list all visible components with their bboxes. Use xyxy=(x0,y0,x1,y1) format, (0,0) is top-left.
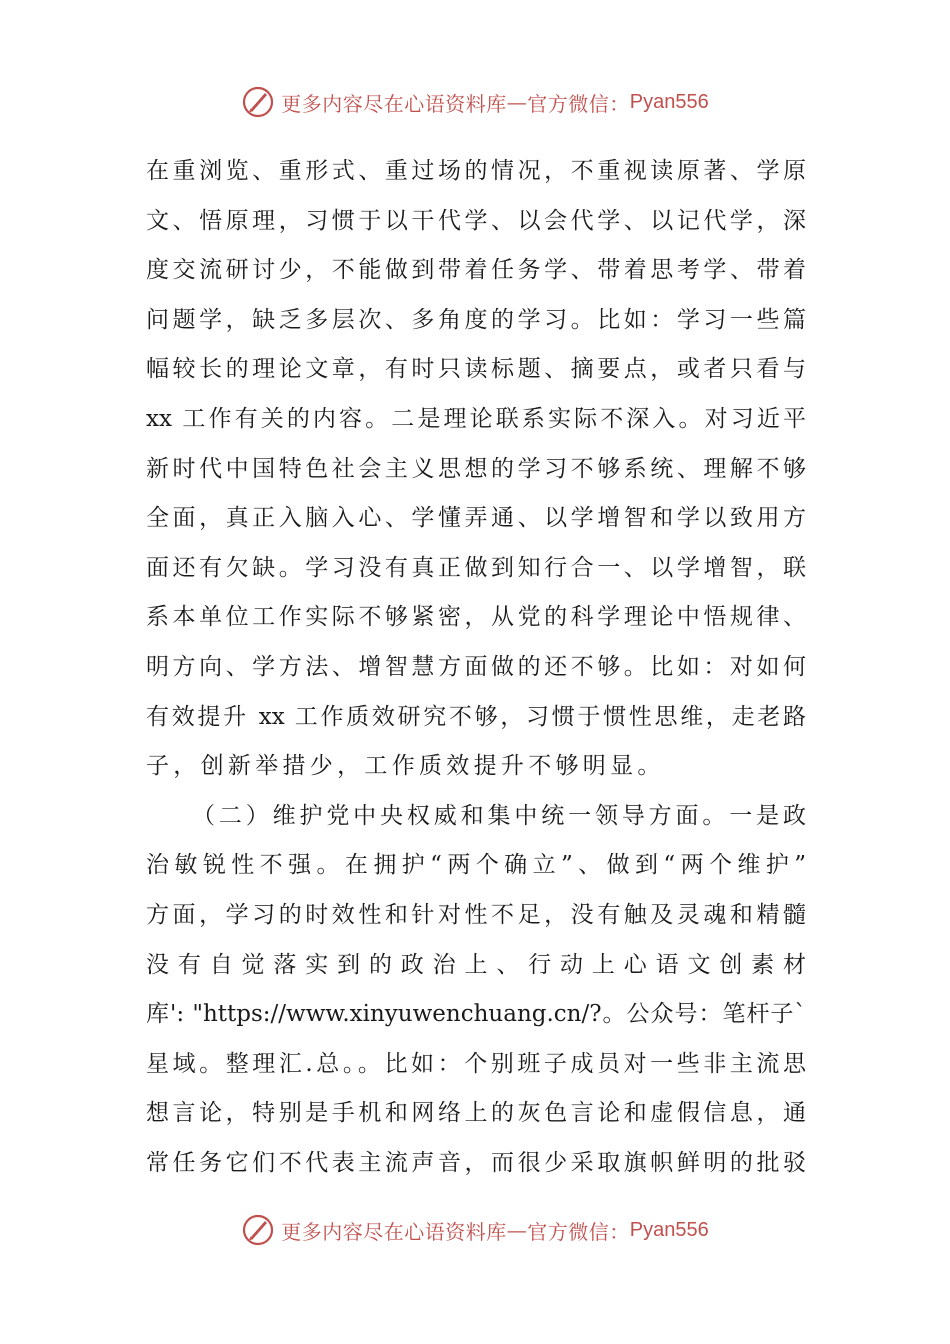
header-watermark xyxy=(0,82,950,122)
text-line: 想言论，特别是手机和网络上的灰色言论和虚假信息，通 xyxy=(146,1100,806,1127)
text-line: 文、悟原理，习惯于以干代学、以会代学、以记代学，深 xyxy=(146,207,806,234)
footer-watermark xyxy=(0,1210,950,1250)
brand-text: 更多内容尽在心语资料库 xyxy=(281,1219,507,1244)
text-line: 问题学，缺乏多层次、多角度的学习。比如：学习一些篇 xyxy=(146,306,806,333)
text-line: 没有自觉落实到的政治上、行动上心语文创素材 xyxy=(146,951,806,978)
text-line: 治敏锐性不强。在拥护“两个确立”、做到“两个维护” xyxy=(146,852,806,879)
wechat-label: 官方微信： xyxy=(527,91,630,116)
text-line: 新时代中国特色社会主义思想的学习不够系统、理解不够 xyxy=(146,455,806,482)
text-line: 常任务它们不代表主流声音，而很少采取旗帜鲜明的批驳 xyxy=(146,1149,806,1176)
text-line: 幅较长的理论文章，有时只读标题、摘要点，或者只看与 xyxy=(146,356,806,383)
text-line: 全面，真正入脑入心、学懂弄通、以学增智和学以致用方 xyxy=(146,505,806,532)
brand-separator: — xyxy=(506,1218,528,1242)
text-line: 方面，学习的时效性和针对性不足，没有触及灵魂和精髓 xyxy=(146,901,806,928)
wechat-label: 官方微信： xyxy=(527,1219,630,1244)
text-line: 系本单位工作实际不够紧密，从党的科学理论中悟规律、 xyxy=(146,604,806,631)
text-line: 度交流研讨少，不能做到带着任务学、带着思考学、带着 xyxy=(146,257,806,284)
document-body xyxy=(146,147,806,1188)
brand-text: 更多内容尽在心语资料库 xyxy=(281,91,507,116)
quill-logo-icon xyxy=(241,1213,275,1247)
section-heading-line: （二）维护党中央权威和集中统一领导方面。一是政 xyxy=(192,802,806,829)
text-line: 库': "https://www.xinyuwenchuang.cn/?。公众号：笔杆子` xyxy=(146,1001,806,1028)
text-line: 在重浏览、重形式、重过场的情况，不重视读原著、学原 xyxy=(146,158,806,184)
text-line: xx 工作有关的内容。二是理论联系实际不深入。对习近平 xyxy=(146,405,806,432)
wechat-id: Pyan556 xyxy=(629,90,709,113)
text-line: 面还有欠缺。学习没有真正做到知行合一、以学增智，联 xyxy=(146,554,806,581)
wechat-id: Pyan556 xyxy=(629,1218,709,1241)
text-line: 星域。整理汇.总。。比如：个别班子成员对一些非主流思 xyxy=(146,1050,806,1077)
text-line: 明方向、学方法、增智慧方面做的还不够。比如：对如何 xyxy=(146,653,806,680)
text-line: 有效提升 xx 工作质效研究不够，习惯于惯性思维，走老路 xyxy=(146,703,806,730)
brand-separator: — xyxy=(506,90,528,114)
quill-logo-icon xyxy=(241,85,275,119)
text-line: 子，创新举措少，工作质效提升不够明显。 xyxy=(146,753,665,780)
